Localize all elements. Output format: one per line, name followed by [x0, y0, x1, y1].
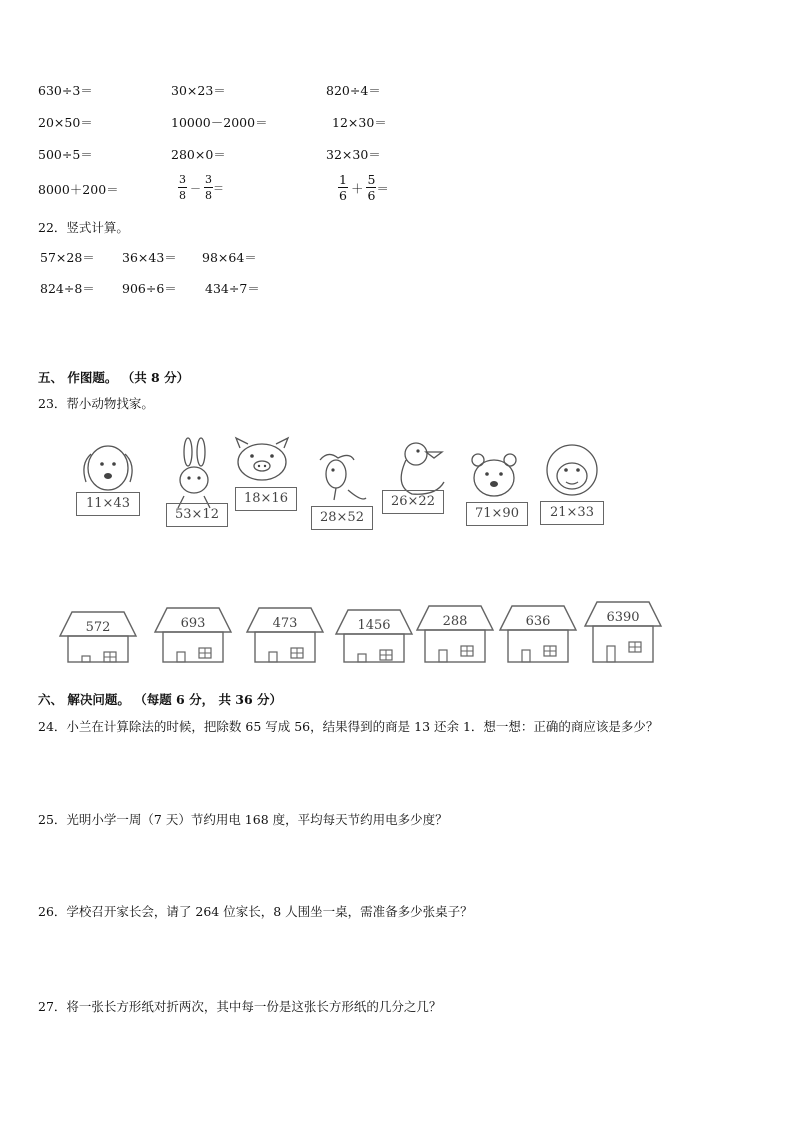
house: [500, 606, 576, 662]
house-number: 636: [525, 614, 551, 629]
calc-item: 20×50＝: [38, 115, 93, 130]
animal-sign: [235, 487, 297, 511]
calc-item: 32×30＝: [326, 147, 381, 162]
calc-item: 12×30＝: [332, 115, 387, 130]
calc-item: 434÷7＝: [205, 281, 260, 296]
bear-icon: [472, 454, 516, 496]
pig-icon: [236, 438, 288, 480]
rabbit-icon: [178, 438, 210, 508]
animal-sign-label: 28×52: [320, 510, 364, 525]
house: [585, 602, 661, 662]
animal-sign-label: 18×16: [244, 491, 288, 506]
calc-item: 98×64＝: [202, 250, 257, 265]
house-number: 693: [180, 616, 206, 631]
fraction-expression: 3 8 － 3 8 ＝: [179, 173, 224, 202]
house-number: 288: [442, 614, 468, 629]
animal-sign: [166, 503, 228, 527]
animals-illustration: [0, 430, 794, 540]
house-number: 1456: [357, 618, 391, 633]
calc-item: 30×23＝: [171, 83, 226, 98]
animal-sign-label: 71×90: [475, 506, 519, 521]
animal-sign-label: 53×12: [175, 507, 219, 522]
calc-item: 280×0＝: [171, 147, 226, 162]
question-25: 25．光明小学一周（7 天）节约用电 168 度，平均每天节约用电多少度？: [38, 812, 448, 827]
question-24: 24．小兰在计算除法的时候，把除数 65 写成 56，结果得到的商是 13 还余 1．想一想：正确的商应该是多少？: [38, 719, 659, 734]
question-26: 26．学校召开家长会，请了 264 位家长，8 人围坐一桌，需准备多少张桌子？: [38, 904, 473, 919]
goat-icon: [320, 454, 366, 500]
calc-item: 906÷6＝: [122, 281, 177, 296]
section-5-heading: 五、 作图题。 （共 8 分）: [38, 370, 190, 385]
monkey-icon: [547, 445, 597, 495]
house-number: 473: [272, 616, 298, 631]
animal-sign-label: 21×33: [550, 505, 594, 520]
house: [336, 610, 412, 662]
calc-item: 57×28＝: [40, 250, 95, 265]
animal-sign-label: 11×43: [86, 496, 130, 511]
animal-sign-label: 26×22: [391, 494, 435, 509]
house-number: 6390: [606, 610, 640, 625]
animal-sign: [311, 506, 373, 530]
calc-item: 824÷8＝: [40, 281, 95, 296]
section-6-heading: 六、 解决问题。 （每题 6 分， 共 36 分）: [38, 692, 283, 707]
calc-item: 820÷4＝: [326, 83, 381, 98]
house-number: 572: [85, 620, 111, 635]
house: [60, 612, 136, 662]
question-22-title: 22．竖式计算。: [38, 220, 129, 235]
animal-sign: [76, 492, 140, 516]
duck-icon: [401, 443, 444, 494]
calc-item: 630÷3＝: [38, 83, 93, 98]
question-23-title: 23．帮小动物找家。: [38, 396, 154, 411]
calc-item: 8000＋200＝: [38, 182, 119, 197]
fraction-expression: 1 6 ＋ 5 6 ＝: [339, 172, 389, 203]
houses-illustration: [0, 598, 794, 670]
animal-sign: [382, 490, 444, 514]
calc-item: 500÷5＝: [38, 147, 93, 162]
house: [247, 608, 323, 662]
house: [417, 606, 493, 662]
dog-icon: [84, 446, 132, 490]
animal-sign: [540, 501, 604, 525]
question-27: 27．将一张长方形纸对折两次，其中每一份是这张长方形纸的几分之几？: [38, 999, 442, 1014]
calc-item: 10000－2000＝: [171, 115, 268, 130]
calc-item: 36×43＝: [122, 250, 177, 265]
animal-sign: [466, 502, 528, 526]
house: [155, 608, 231, 662]
